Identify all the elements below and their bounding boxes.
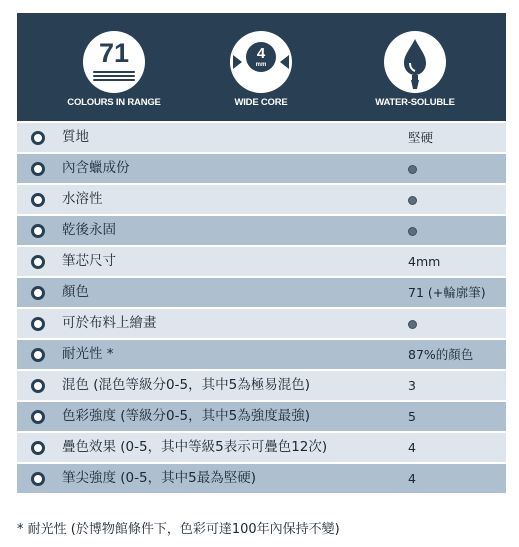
feature-label: WATER-SOLUBLE <box>375 97 455 108</box>
bullet-icon <box>31 224 45 238</box>
property-label: 筆芯尺寸 <box>62 253 116 269</box>
property-label: 疊色效果 (0-5，其中等級5表示可疊色12次) <box>62 439 328 455</box>
bullet-icon <box>31 162 45 176</box>
table-row <box>17 247 506 276</box>
property-value: 堅硬 <box>408 130 434 145</box>
feature-dot-icon <box>408 196 417 205</box>
property-label: 筆尖強度 (0-5，其中5最為堅硬) <box>62 470 256 486</box>
bullet-icon <box>31 255 45 269</box>
feature-wide-core <box>181 13 341 121</box>
property-label: 耐光性 * <box>62 346 114 362</box>
table-row <box>17 216 506 245</box>
property-label: 水溶性 <box>62 191 103 207</box>
table-row <box>17 371 506 400</box>
lightfastness-footnote: * 耐光性 (於博物館條件下，色彩可達100年內保持不變) <box>17 522 340 537</box>
property-label: 乾後永固 <box>62 222 116 238</box>
table-row <box>17 464 506 493</box>
bullet-icon <box>31 410 45 424</box>
table-row <box>17 309 506 338</box>
property-label: 內含蠟成份 <box>62 160 130 176</box>
table-row <box>17 123 506 152</box>
property-label: 色彩強度 (等級分0-5，其中5為強度最強) <box>62 408 310 424</box>
core-unit: mm <box>255 62 267 68</box>
properties-table <box>17 123 506 495</box>
bullet-icon <box>31 131 45 145</box>
property-value: 4 <box>408 471 416 486</box>
feature-colours <box>34 13 194 121</box>
bullet-icon <box>31 317 45 331</box>
property-label: 質地 <box>62 129 89 145</box>
bullet-icon <box>31 441 45 455</box>
property-label: 可於布料上繪畫 <box>62 315 157 331</box>
table-row <box>17 340 506 369</box>
water-drop-brush-icon <box>384 31 446 93</box>
feature-label: WIDE CORE <box>234 97 288 108</box>
bullet-icon <box>31 286 45 300</box>
table-row <box>17 154 506 183</box>
bullet-icon <box>31 379 45 393</box>
bullet-icon <box>31 193 45 207</box>
bullet-icon <box>31 348 45 362</box>
table-row <box>17 185 506 214</box>
table-row <box>17 433 506 462</box>
property-value: 4 <box>408 440 416 455</box>
colour-count: 71 <box>98 38 130 68</box>
feature-banner <box>17 13 506 121</box>
table-row <box>17 402 506 431</box>
feature-label: COLOURS IN RANGE <box>67 97 161 108</box>
core-size: 4 <box>256 45 266 62</box>
property-label: 混色 (混色等級分0-5，其中5為極易混色) <box>62 377 310 393</box>
property-value: 4mm <box>408 254 441 269</box>
feature-water-soluble <box>335 13 495 121</box>
property-label: 顏色 <box>62 284 89 300</box>
property-value: 3 <box>408 378 416 393</box>
property-value: 71 (+輪廓筆) <box>408 285 486 300</box>
feature-dot-icon <box>408 165 417 174</box>
table-row <box>17 278 506 307</box>
wide-core-icon <box>230 31 292 93</box>
feature-dot-icon <box>408 227 417 236</box>
feature-dot-icon <box>408 320 417 329</box>
property-value: 87%的顏色 <box>408 347 474 362</box>
property-value: 5 <box>408 409 416 424</box>
colour-range-icon <box>83 31 145 93</box>
bullet-icon <box>31 472 45 486</box>
